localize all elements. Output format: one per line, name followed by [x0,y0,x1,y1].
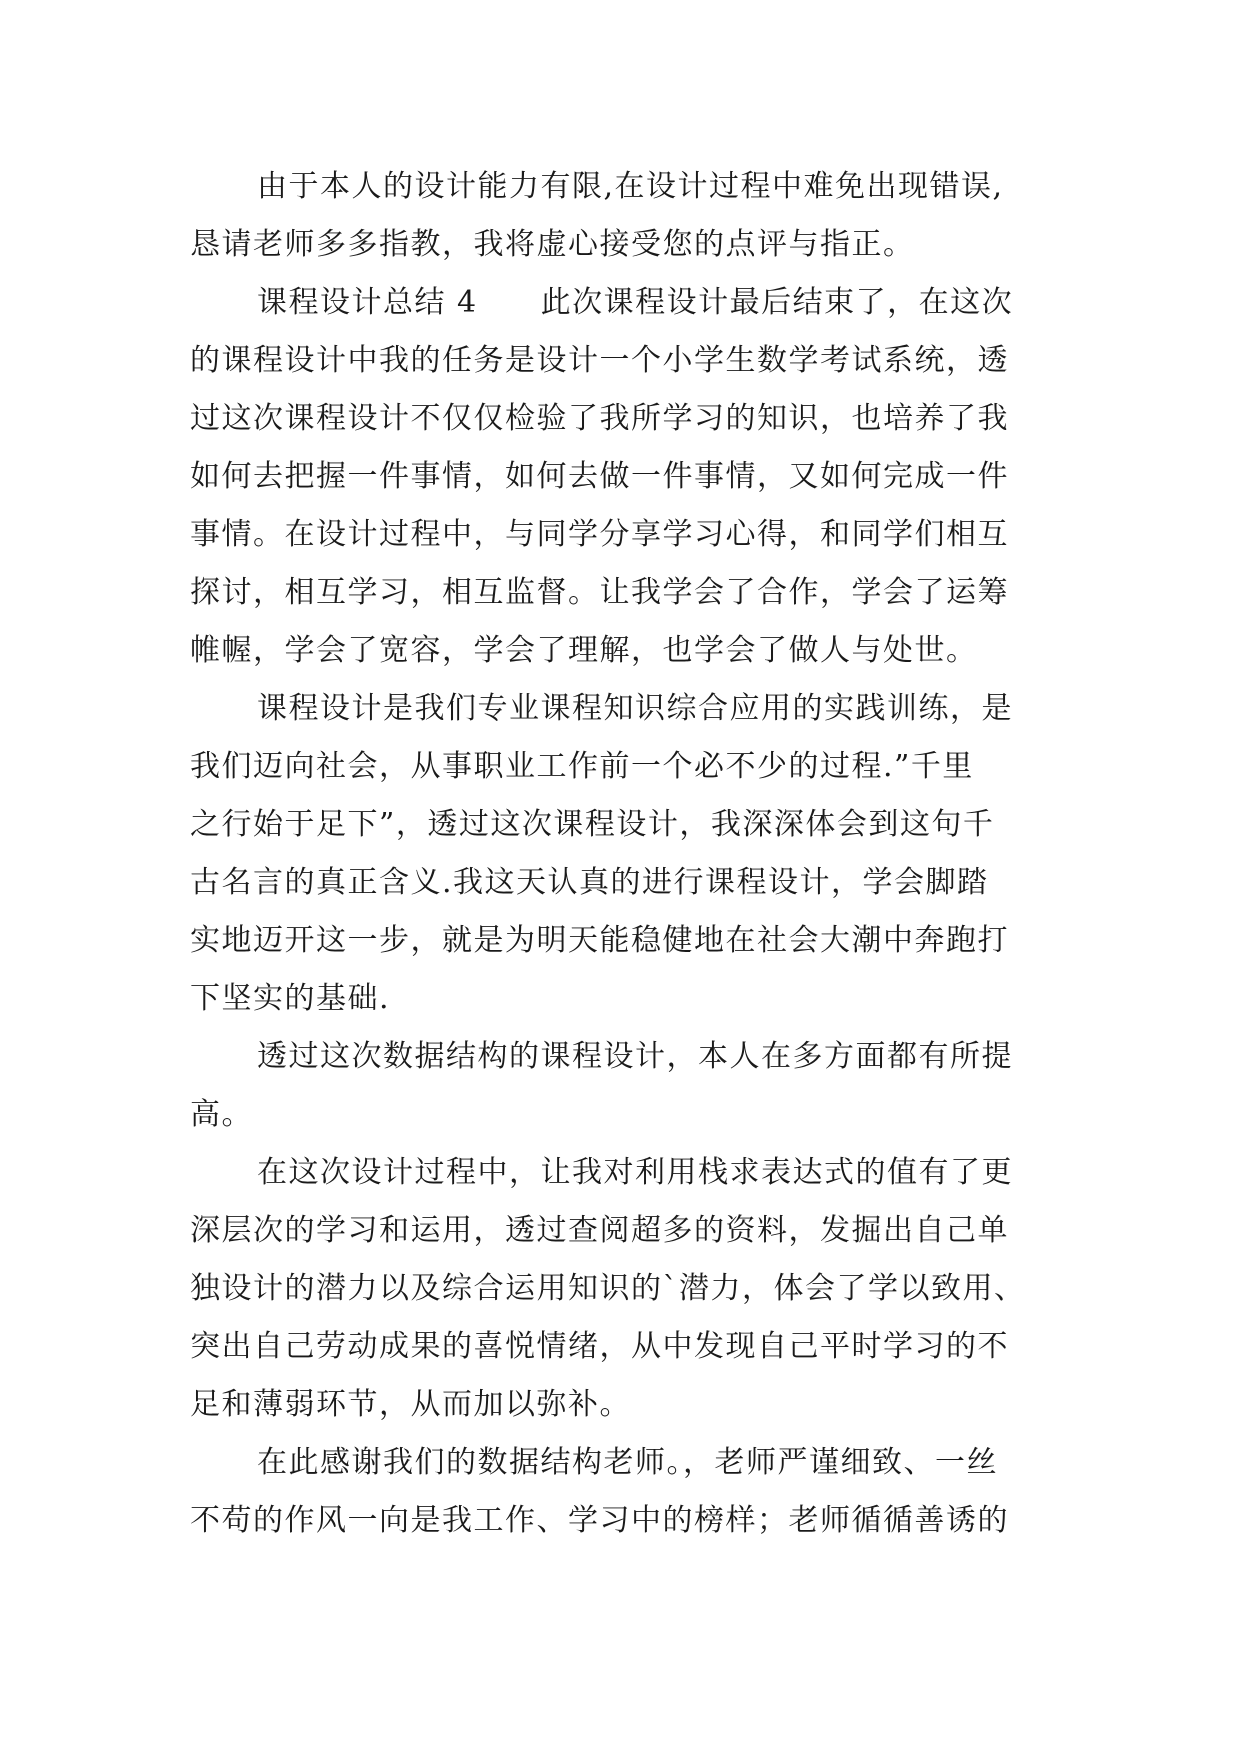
paragraph-4-line-2: 高。 [190,1097,253,1132]
paragraph-2-line-7: 帷幄，学会了宽容，学会了理解，也学会了做人与处世。 [190,633,978,668]
paragraph-3-line-1: 课程设计是我们专业课程知识综合应用的实践训练，是 [257,691,1013,726]
paragraph-5-line-5: 足和薄弱环节，从而加以弥补。 [190,1387,631,1422]
paragraph-2-line-5: 事情。在设计过程中，与同学分享学习心得，和同学们相互 [190,517,1009,552]
paragraph-4-line-1: 透过这次数据结构的课程设计，本人在多方面都有所提 [257,1039,1013,1074]
paragraph-6-line-1: 在此感谢我们的数据结构老师。，老师严谨细致、一丝 [257,1445,998,1480]
paragraph-3-line-6: 下坚实的基础. [190,981,391,1016]
paragraph-2-line-2: 的课程设计中我的任务是设计一个小学生数学考试系统，透 [190,343,1009,378]
paragraph-2-line-4: 如何去把握一件事情，如何去做一件事情，又如何完成一件 [190,459,1009,494]
paragraph-6-line-2: 不苟的作风一向是我工作、学习中的榜样；老师循循善诱的 [190,1503,1009,1538]
paragraph-5-line-2: 深层次的学习和运用，透过查阅超多的资料，发掘出自己单 [190,1213,1009,1248]
paragraph-3-line-2: 我们迈向社会，从事职业工作前一个必不少的过程.”千里 [190,749,974,784]
paragraph-1-line-2: 恳请老师多多指教，我将虚心接受您的点评与指正。 [190,227,915,262]
paragraph-3-line-4: 古名言的真正含义.我这天认真的进行课程设计，学会脚踏 [190,865,989,900]
paragraph-5-line-3: 独设计的潜力以及综合运用知识的`潜力，体会了学以致用、 [190,1271,1026,1306]
paragraph-3-line-5: 实地迈开这一步，就是为明天能稳健地在社会大潮中奔跑打 [190,923,1009,958]
paragraph-2-line-1: 课程设计总结 4 此次课程设计最后结束了，在这次 [257,285,1014,320]
paragraph-3-line-3: 之行始于足下”，透过这次课程设计，我深深体会到这句千 [190,807,995,842]
paragraph-2-line-6: 探讨，相互学习，相互监督。让我学会了合作，学会了运筹 [190,575,1009,610]
paragraph-5-line-4: 突出自己劳动成果的喜悦情绪，从中发现自己平时学习的不 [190,1329,1009,1364]
paragraph-1-line-1: 由于本人的设计能力有限,在设计过程中难免出现错误, [257,169,1004,204]
paragraph-2-line-3: 过这次课程设计不仅仅检验了我所学习的知识，也培养了我 [190,401,1009,436]
paragraph-5-line-1: 在这次设计过程中，让我对利用栈求表达式的值有了更 [257,1155,1013,1190]
